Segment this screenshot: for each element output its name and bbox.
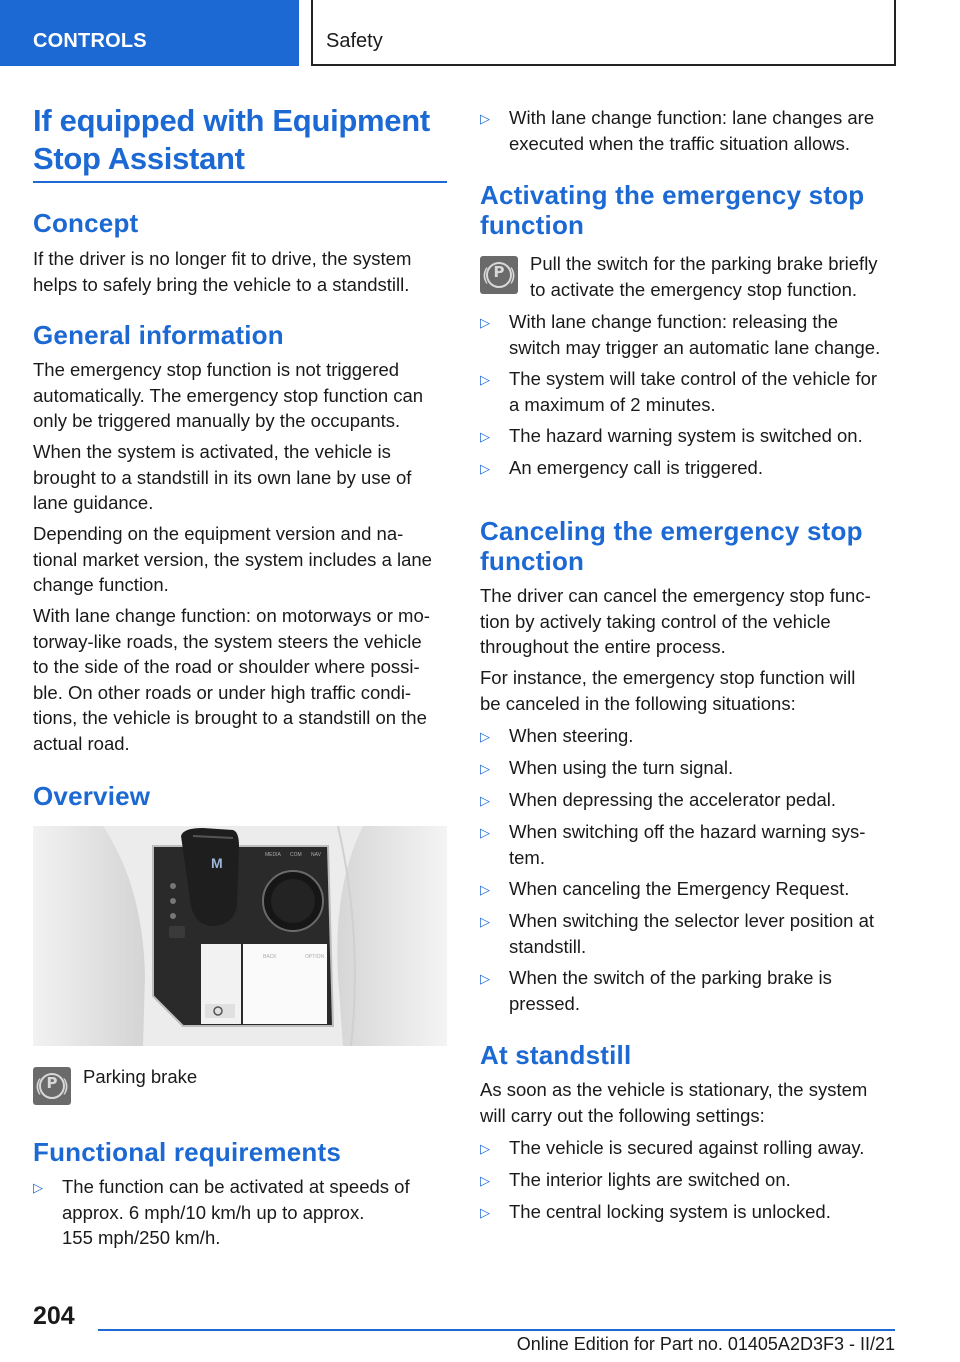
general-paragraph-3 [33, 521, 432, 598]
text-line: The emergency stop function is not triggered [33, 359, 400, 380]
text-line: torway-like roads, the system steers the vehicle [33, 630, 422, 652]
bullet-marker-icon: ▷ [480, 825, 490, 840]
footer-rule [98, 1329, 895, 1331]
text-line: automatically. The emergency stop function can [33, 384, 424, 406]
text-line: When depressing the accelerator pedal. [509, 789, 837, 810]
footer-edition: Online Edition for Part no. 01405A2D3F3 - II/21 [516, 1334, 895, 1354]
legend-parking-brake: Parking brake [83, 1066, 198, 1087]
bullet-marker-icon: ▷ [480, 1141, 490, 1156]
text-line: throughout the entire process. [480, 636, 726, 657]
text-line: The hazard warning system is switched on. [509, 425, 863, 446]
ctl-label-nav: NAV [311, 852, 321, 858]
text-line: With lane change function: on motorways or mo- [33, 605, 430, 626]
bullet-marker-icon: ▷ [33, 1180, 43, 1195]
bullet-marker-icon: ▷ [480, 971, 490, 986]
parking-brake-icon [33, 1067, 71, 1105]
list-item [480, 965, 896, 1016]
text-line: Depending on the equipment version and na- [33, 523, 404, 544]
list-item [480, 1135, 896, 1161]
bullet-marker-icon: ▷ [480, 372, 490, 387]
activating-intro [530, 251, 878, 302]
list-item [480, 723, 896, 749]
text-line: to the side of the road or shoulder where possi- [33, 656, 420, 677]
text-line: lane guidance. [33, 492, 154, 513]
heading-activating [480, 180, 864, 240]
list-item [480, 876, 896, 902]
list-item [480, 1199, 896, 1225]
bullet-marker-icon: ▷ [480, 1173, 490, 1188]
general-paragraph-1 [33, 357, 423, 434]
ctl-label-com: COM [290, 852, 302, 858]
standstill-paragraph [480, 1077, 867, 1128]
bullet-marker-icon: ▷ [480, 793, 490, 808]
text-line: only be triggered manually by the occupants. [33, 410, 401, 431]
section-tab [0, 0, 299, 66]
heading-overview: Overview [33, 781, 151, 811]
heading-line: function [480, 210, 585, 240]
list-item [480, 819, 896, 870]
text-line: a maximum of 2 minutes. [509, 393, 716, 415]
canceling-paragraph-2 [480, 665, 855, 716]
text-line: If the driver is no longer fit to drive, the system [33, 248, 412, 269]
text-line: When canceling the Emergency Request. [509, 878, 850, 899]
text-line: An emergency call is triggered. [509, 457, 763, 478]
general-paragraph-2 [33, 439, 411, 516]
text-line: tional market version, the system includes a lane [33, 548, 432, 570]
parking-brake-letter: P [493, 263, 505, 281]
text-line: When using the turn signal. [509, 757, 734, 778]
overview-illustration [33, 826, 447, 1046]
list-item [480, 366, 896, 417]
text-line: The system will take control of the vehicle for [509, 368, 878, 389]
bullet-marker-icon: ▷ [480, 461, 490, 476]
text-line: 155 mph/250 km/h. [62, 1227, 221, 1248]
list-item [480, 1167, 896, 1193]
list-item [33, 1174, 449, 1251]
list-item [480, 455, 896, 481]
bullet-marker-icon: ▷ [480, 914, 490, 929]
heading-concept: Concept [33, 208, 139, 238]
bullet-marker-icon: ▷ [480, 111, 490, 126]
text-line: Pull the switch for the parking brake briefly [530, 253, 878, 274]
bullet-marker-icon: ▷ [480, 761, 490, 776]
page-number: 204 [33, 1302, 75, 1330]
text-line: As soon as the vehicle is stationary, the system [480, 1079, 868, 1100]
chapter-box [311, 0, 896, 66]
parking-brake-letter: P [46, 1074, 58, 1092]
page-title-line: If equipped with Equipment [33, 103, 430, 138]
bullet-marker-icon: ▷ [480, 729, 490, 744]
text-line: will carry out the following settings: [480, 1104, 765, 1126]
page-title-line: Stop Assistant [33, 141, 245, 176]
text-line: brought to a standstill in its own lane by use of [33, 466, 412, 488]
concept-paragraph [33, 246, 411, 297]
text-line: With lane change function: releasing the [509, 311, 839, 332]
text-line: switch may trigger an automatic lane change. [509, 336, 881, 358]
center-console-illustration [33, 826, 447, 1046]
text-line: When the system is activated, the vehicle is [33, 441, 391, 462]
list-item [480, 787, 896, 813]
list-item [480, 755, 896, 781]
heading-general-information: General information [33, 320, 284, 350]
section-label: CONTROLS [33, 30, 147, 52]
page-header [0, 0, 960, 66]
text-line: The central locking system is unlocked. [509, 1201, 831, 1222]
general-paragraph-4 [33, 603, 430, 756]
text-line: The vehicle is secured against rolling away. [509, 1137, 865, 1158]
page-title [33, 102, 430, 178]
bullet-marker-icon: ▷ [480, 1205, 490, 1220]
text-line: tion by actively taking control of the vehicle [480, 610, 831, 632]
list-item [480, 423, 896, 449]
text-line: When switching the selector lever position at [509, 910, 875, 931]
text-line: actual road. [33, 732, 130, 754]
heading-functional-requirements: Functional requirements [33, 1137, 341, 1167]
parking-brake-icon [480, 256, 518, 294]
heading-canceling [480, 516, 863, 576]
text-line: tions, the vehicle is brought to a standstill on the [33, 707, 427, 728]
text-line: executed when the traffic situation allows. [509, 132, 851, 154]
heading-line: Activating the emergency stop [480, 180, 865, 210]
list-item [480, 908, 896, 959]
ctl-label-option: OPTION [305, 954, 325, 960]
text-line: For instance, the emergency stop function will [480, 667, 856, 688]
text-line: be canceled in the following situations: [480, 692, 796, 714]
ctl-label-media: MEDIA [265, 852, 281, 858]
canceling-paragraph-1 [480, 583, 871, 660]
ctl-label-back: BACK [263, 954, 277, 960]
text-line: The function can be activated at speeds of [62, 1176, 410, 1197]
text-line: pressed. [509, 992, 580, 1014]
text-line: With lane change function: lane changes are [509, 107, 875, 128]
text-line: helps to safely bring the vehicle to a standstill. [33, 273, 410, 295]
text-line: The driver can cancel the emergency stop func- [480, 585, 871, 606]
text-line: to activate the emergency stop function. [530, 278, 858, 300]
text-line: When steering. [509, 725, 634, 746]
text-line: tem. [509, 846, 545, 868]
bullet-marker-icon: ▷ [480, 429, 490, 444]
chapter-label: Safety [326, 30, 383, 52]
text-line: The interior lights are switched on. [509, 1169, 791, 1190]
heading-line: function [480, 546, 585, 576]
text-line: When switching off the hazard warning sys- [509, 821, 866, 842]
text-line: When the switch of the parking brake is [509, 967, 832, 988]
m-badge-label: M [211, 855, 223, 871]
text-line: approx. 6 mph/10 km/h up to approx. [62, 1201, 365, 1223]
list-item [480, 309, 896, 360]
bullet-marker-icon: ▷ [480, 882, 490, 897]
title-underline [33, 181, 447, 183]
text-line: standstill. [509, 935, 587, 957]
list-item [480, 105, 896, 156]
heading-line: Canceling the emergency stop [480, 516, 863, 546]
heading-at-standstill: At standstill [480, 1040, 632, 1070]
text-line: change function. [33, 574, 169, 595]
text-line: ble. On other roads or under high traffic condi- [33, 681, 412, 703]
bullet-marker-icon: ▷ [480, 315, 490, 330]
